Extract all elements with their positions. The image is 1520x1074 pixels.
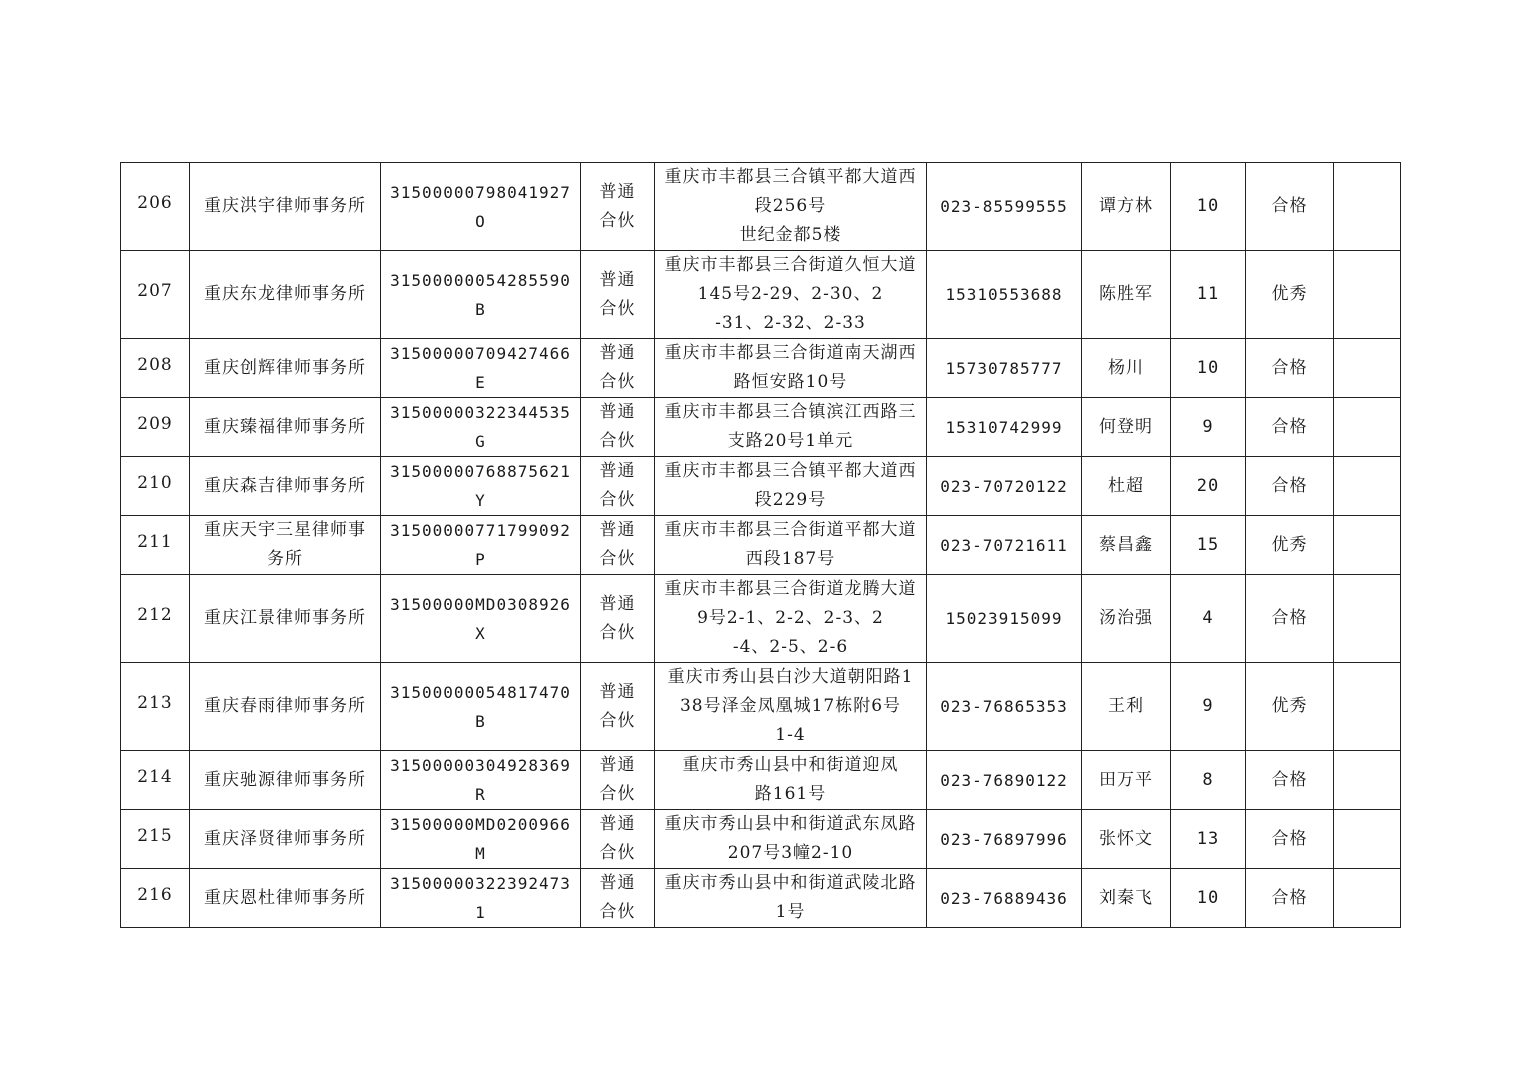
credit-code-cell: 315000003223924731 — [381, 869, 581, 928]
responsible-person-cell: 陈胜军 — [1082, 251, 1171, 339]
organization-type-cell: 普通 合伙 — [581, 251, 655, 339]
row-number-cell: 215 — [121, 810, 190, 869]
responsible-person-cell: 田万平 — [1082, 751, 1171, 810]
address-cell: 重庆市丰都县三合街道久恒大道 145号2-29、2-30、2 -31、2-32、2-33 — [655, 251, 927, 339]
lawyer-count-cell: 10 — [1171, 869, 1246, 928]
row-number-cell: 210 — [121, 457, 190, 516]
responsible-person-cell: 张怀文 — [1082, 810, 1171, 869]
remarks-cell — [1334, 575, 1401, 663]
lawyer-count-cell: 10 — [1171, 339, 1246, 398]
lawyer-count-cell: 9 — [1171, 398, 1246, 457]
table-body — [121, 163, 1401, 928]
responsible-person-cell: 汤治强 — [1082, 575, 1171, 663]
assessment-result-cell: 合格 — [1246, 869, 1334, 928]
organization-type-cell: 普通 合伙 — [581, 339, 655, 398]
organization-type-cell: 普通 合伙 — [581, 869, 655, 928]
phone-cell: 15730785777 — [927, 339, 1082, 398]
phone-cell: 023-76897996 — [927, 810, 1082, 869]
lawyer-count-cell: 13 — [1171, 810, 1246, 869]
assessment-result-cell: 优秀 — [1246, 251, 1334, 339]
remarks-cell — [1334, 663, 1401, 751]
row-number-cell: 207 — [121, 251, 190, 339]
firm-name-cell: 重庆东龙律师事务所 — [190, 251, 381, 339]
organization-type-cell: 普通 合伙 — [581, 575, 655, 663]
table-row — [121, 163, 1401, 251]
assessment-result-cell: 合格 — [1246, 457, 1334, 516]
responsible-person-cell: 王利 — [1082, 663, 1171, 751]
lawyer-count-cell: 11 — [1171, 251, 1246, 339]
firm-name-cell: 重庆洪宇律师事务所 — [190, 163, 381, 251]
row-number-cell: 211 — [121, 516, 190, 575]
organization-type-cell: 普通 合伙 — [581, 457, 655, 516]
address-cell: 重庆市丰都县三合街道龙腾大道 9号2-1、2-2、2-3、2 -4、2-5、2-6 — [655, 575, 927, 663]
credit-code-cell: 31500000054817470B — [381, 663, 581, 751]
remarks-cell — [1334, 251, 1401, 339]
credit-code-cell: 31500000322344535G — [381, 398, 581, 457]
firm-name-cell: 重庆臻福律师事务所 — [190, 398, 381, 457]
credit-code-cell: 31500000304928369R — [381, 751, 581, 810]
organization-type-cell: 普通 合伙 — [581, 398, 655, 457]
table-row — [121, 751, 1401, 810]
table-row — [121, 516, 1401, 575]
address-cell: 重庆市丰都县三合街道南天湖西 路恒安路10号 — [655, 339, 927, 398]
phone-cell: 023-85599555 — [927, 163, 1082, 251]
table-row — [121, 398, 1401, 457]
organization-type-cell: 普通 合伙 — [581, 663, 655, 751]
firm-name-cell: 重庆森吉律师事务所 — [190, 457, 381, 516]
remarks-cell — [1334, 810, 1401, 869]
credit-code-cell: 31500000054285590B — [381, 251, 581, 339]
assessment-result-cell: 合格 — [1246, 751, 1334, 810]
firm-name-cell: 重庆泽贤律师事务所 — [190, 810, 381, 869]
responsible-person-cell: 杜超 — [1082, 457, 1171, 516]
address-cell: 重庆市秀山县白沙大道朝阳路1 38号泽金凤凰城17栋附6号 1-4 — [655, 663, 927, 751]
firm-name-cell: 重庆江景律师事务所 — [190, 575, 381, 663]
row-number-cell: 212 — [121, 575, 190, 663]
firm-name-cell: 重庆天宇三星律师事 务所 — [190, 516, 381, 575]
assessment-result-cell: 合格 — [1246, 810, 1334, 869]
credit-code-cell: 31500000798041927O — [381, 163, 581, 251]
credit-code-cell: 31500000MD0200966M — [381, 810, 581, 869]
remarks-cell — [1334, 339, 1401, 398]
address-cell: 重庆市丰都县三合街道平都大道 西段187号 — [655, 516, 927, 575]
phone-cell: 023-70721611 — [927, 516, 1082, 575]
row-number-cell: 206 — [121, 163, 190, 251]
table-row — [121, 457, 1401, 516]
address-cell: 重庆市秀山县中和街道迎凤 路161号 — [655, 751, 927, 810]
organization-type-cell: 普通 合伙 — [581, 163, 655, 251]
address-cell: 重庆市丰都县三合镇平都大道西段256号 世纪金都5楼 — [655, 163, 927, 251]
remarks-cell — [1334, 163, 1401, 251]
table-row — [121, 575, 1401, 663]
phone-cell: 023-76889436 — [927, 869, 1082, 928]
firm-name-cell: 重庆驰源律师事务所 — [190, 751, 381, 810]
assessment-result-cell: 合格 — [1246, 575, 1334, 663]
credit-code-cell: 31500000771799092P — [381, 516, 581, 575]
address-cell: 重庆市丰都县三合镇滨江西路三 支路20号1单元 — [655, 398, 927, 457]
table-row — [121, 251, 1401, 339]
assessment-result-cell: 合格 — [1246, 163, 1334, 251]
row-number-cell: 214 — [121, 751, 190, 810]
address-cell: 重庆市秀山县中和街道武东凤路 207号3幢2-10 — [655, 810, 927, 869]
assessment-result-cell: 优秀 — [1246, 516, 1334, 575]
remarks-cell — [1334, 398, 1401, 457]
lawyer-count-cell: 10 — [1171, 163, 1246, 251]
phone-cell: 023-76890122 — [927, 751, 1082, 810]
lawyer-count-cell: 9 — [1171, 663, 1246, 751]
responsible-person-cell: 刘秦飞 — [1082, 869, 1171, 928]
address-cell: 重庆市丰都县三合镇平都大道西 段229号 — [655, 457, 927, 516]
responsible-person-cell: 蔡昌鑫 — [1082, 516, 1171, 575]
row-number-cell: 213 — [121, 663, 190, 751]
organization-type-cell: 普通 合伙 — [581, 810, 655, 869]
remarks-cell — [1334, 516, 1401, 575]
organization-type-cell: 普通 合伙 — [581, 516, 655, 575]
credit-code-cell: 31500000768875621Y — [381, 457, 581, 516]
row-number-cell: 208 — [121, 339, 190, 398]
firm-name-cell: 重庆创辉律师事务所 — [190, 339, 381, 398]
credit-code-cell: 31500000709427466E — [381, 339, 581, 398]
table-row — [121, 339, 1401, 398]
table-row — [121, 810, 1401, 869]
table-row — [121, 663, 1401, 751]
responsible-person-cell: 杨川 — [1082, 339, 1171, 398]
responsible-person-cell: 何登明 — [1082, 398, 1171, 457]
lawyer-count-cell: 15 — [1171, 516, 1246, 575]
assessment-result-cell: 合格 — [1246, 398, 1334, 457]
row-number-cell: 209 — [121, 398, 190, 457]
firm-name-cell: 重庆春雨律师事务所 — [190, 663, 381, 751]
phone-cell: 15023915099 — [927, 575, 1082, 663]
lawyer-count-cell: 4 — [1171, 575, 1246, 663]
table-row — [121, 869, 1401, 928]
row-number-cell: 216 — [121, 869, 190, 928]
assessment-result-cell: 优秀 — [1246, 663, 1334, 751]
credit-code-cell: 31500000MD0308926X — [381, 575, 581, 663]
remarks-cell — [1334, 457, 1401, 516]
remarks-cell — [1334, 869, 1401, 928]
assessment-result-cell: 合格 — [1246, 339, 1334, 398]
address-cell: 重庆市秀山县中和街道武陵北路 1号 — [655, 869, 927, 928]
phone-cell: 15310742999 — [927, 398, 1082, 457]
responsible-person-cell: 谭方林 — [1082, 163, 1171, 251]
phone-cell: 15310553688 — [927, 251, 1082, 339]
lawyer-count-cell: 20 — [1171, 457, 1246, 516]
firm-name-cell: 重庆恩杜律师事务所 — [190, 869, 381, 928]
phone-cell: 023-70720122 — [927, 457, 1082, 516]
remarks-cell — [1334, 751, 1401, 810]
lawyer-count-cell: 8 — [1171, 751, 1246, 810]
organization-type-cell: 普通 合伙 — [581, 751, 655, 810]
law-firm-table — [120, 162, 1401, 928]
phone-cell: 023-76865353 — [927, 663, 1082, 751]
